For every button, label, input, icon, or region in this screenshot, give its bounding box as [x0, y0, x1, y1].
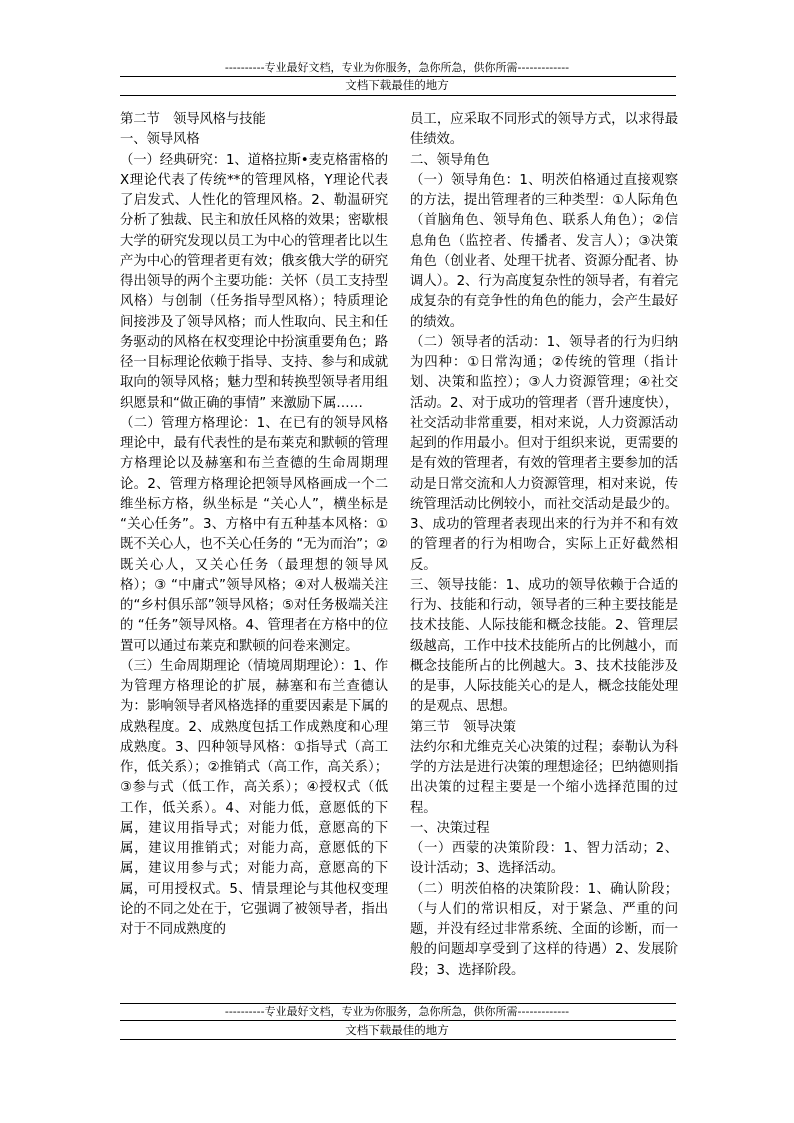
paragraph: （一）西蒙的决策阶段：1、智力活动；2、设计活动；3、选择活动。 — [410, 841, 678, 877]
paragraph: 三、领导技能：1、成功的领导依赖于合适的行为、技能和行动，领导者的三种主要技能是技术技能、人际技能和概念技能。2、管理层级越高，工作中技术技能所占的比例越小，而概念技能所占的比例越大。3、技术技能涉及的是事，人际技能关心的是人，概念技能处理的是观点、思想。 — [410, 577, 678, 715]
section-heading: 第二节 领导风格与技能 — [120, 112, 266, 127]
footer-rule-top — [120, 1003, 676, 1004]
paragraph: 法约尔和尤维克关心决策的过程；泰勒认为科学的方法是进行决策的理想途径；巴纳德则指出决策的过程主要是一个缩小选择范围的过程。 — [410, 739, 678, 816]
paragraph: （二）明茨伯格的决策阶段：1、确认阶段；（与人们的常识相反，对于紧急、严重的问题，并没有经过非常系统、全面的诊断，而一般的问题却享受到了这样的待遇）2、发展阶段；3、选择阶段。 — [410, 881, 678, 978]
footer-rule-bottom — [120, 1039, 676, 1040]
header-subtitle: 文档下载最佳的地方 — [345, 78, 449, 92]
paragraph: （三）生命周期理论（情境周期理论）：1、作为管理方格理论的扩展，赫塞和布兰查德认为：影响领导者风格选择的重要因素是下属的成熟程度。2、成熟度包括工作成熟度和心理成熟度。3、四种领导风格：①指导式（高工作，低关系）；②推销式（高工作，高关系）；③参与式（低工作，高关系）；④授权式（低工作，低关系）。4、对能力低，意愿低的下属，建议用指导式；对能力低，意愿高的下属，建议用推销式；对能力高，意愿低的下属，建议用参与式；对能力高，意愿高的下属，可用授权式。5、情景理论与其他权变理论的不同之处在于，它强调了被领导者，指出对于不同成熟度的 — [120, 658, 388, 937]
footer-slogan: ----------专业最好文档，专业为你服务，急你所急，供你所需------------- — [224, 1005, 570, 1018]
header-slogan: ----------专业最好文档，专业为你服务，急你所急，供你所需------------- — [224, 61, 570, 74]
subsection-heading: 一、决策过程 — [410, 820, 490, 836]
header-rule-bottom — [120, 95, 676, 96]
paragraph: （二）管理方格理论：1、在已有的领导风格理论中，最有代表性的是布莱克和默顿的管理方格理论以及赫塞和布兰查德的生命周期理论。2、管理方格理论把领导风格画成一个二维坐标方格，纵坐标是 “关心人”，横坐标是 “关心任务”。3、方格中有五种基本风格：①既不关心人，也不关心任务的 “无为而治”；②既关心人，又关心任务（最理想的领导风格）；③ “中庸式”领导风格；④对人极端关注的“乡村俱乐部”领导风格；⑤对任务极端关注的 “任务”领导风格。4、管理者在方格中的位置可以通过布莱克和默顿的问卷来测定。 — [120, 415, 388, 654]
header-rule-top — [120, 76, 676, 77]
subsection-heading: 二、领导角色 — [410, 152, 490, 168]
footer-subtitle: 文档下载最佳的地方 — [345, 1023, 449, 1037]
paragraph: （一）经典研究：1、道格拉斯•麦克格雷格的Ⅹ理论代表了传统**的管理风格，Y理论代表了启发式、人性化的管理风格。2、勒温研究分析了独裁、民主和放任风格的效果；密歇根大学的研究发现以员工为中心的管理者比以生产为中心的管理者更有效；俄亥俄大学的研究得出领导的两个主要功能：关怀（员工支持型风格）与创制（任务指导型风格）；特质理论间接涉及了领导风格；而人性取向、民主和任务驱动的风格在权变理论中扮演重要角色；路径一目标理论依赖于指导、支持、参与和成就取向的领导风格；魅力型和转换型领导者用组织愿景和“做正确的事情” 来激励下属…… — [120, 152, 388, 411]
subsection-heading: 一、领导风格 — [120, 132, 200, 148]
paragraph: 员工，应采取不同形式的领导方式，以求得最佳绩效。 — [410, 112, 678, 148]
footer-rule-middle — [120, 1020, 676, 1021]
paragraph: （二）领导者的活动：1、领导者的行为归纳为四种：①日常沟通；②传统的管理（指计划、决策和监控）；③人力资源管理；④社交活动。2、对于成功的管理者（晋升速度快），社交活动非常重要，相对来说，人力资源活动起到的作用最小。但对于组织来说，更需要的是有效的管理者，有效的管理者主要参加的活动是日常交流和人力资源管理，相对来说，传统管理活动比例较小，而社交活动是最少的。3、成功的管理者表现出来的行为并不和有效的管理者的行为相吻合，实际上正好截然相反。 — [410, 334, 678, 573]
left-text-column — [120, 110, 388, 940]
section-heading: 第三节 领导决策 — [410, 719, 516, 735]
paragraph: （一）领导角色：1、明茨伯格通过直接观察的方法，提出管理者的三种类型：①人际角色（首脑角色、领导角色、联系人角色）；②信息角色（监控者、传播者、发言人）；③决策角色（创业者、处理干扰者、资源分配者、协调人）。2、行为高度复杂性的领导者，有着完成复杂的有竞争性的角色的能力，会产生最好的绩效。 — [410, 172, 678, 330]
right-text-column — [410, 110, 678, 981]
